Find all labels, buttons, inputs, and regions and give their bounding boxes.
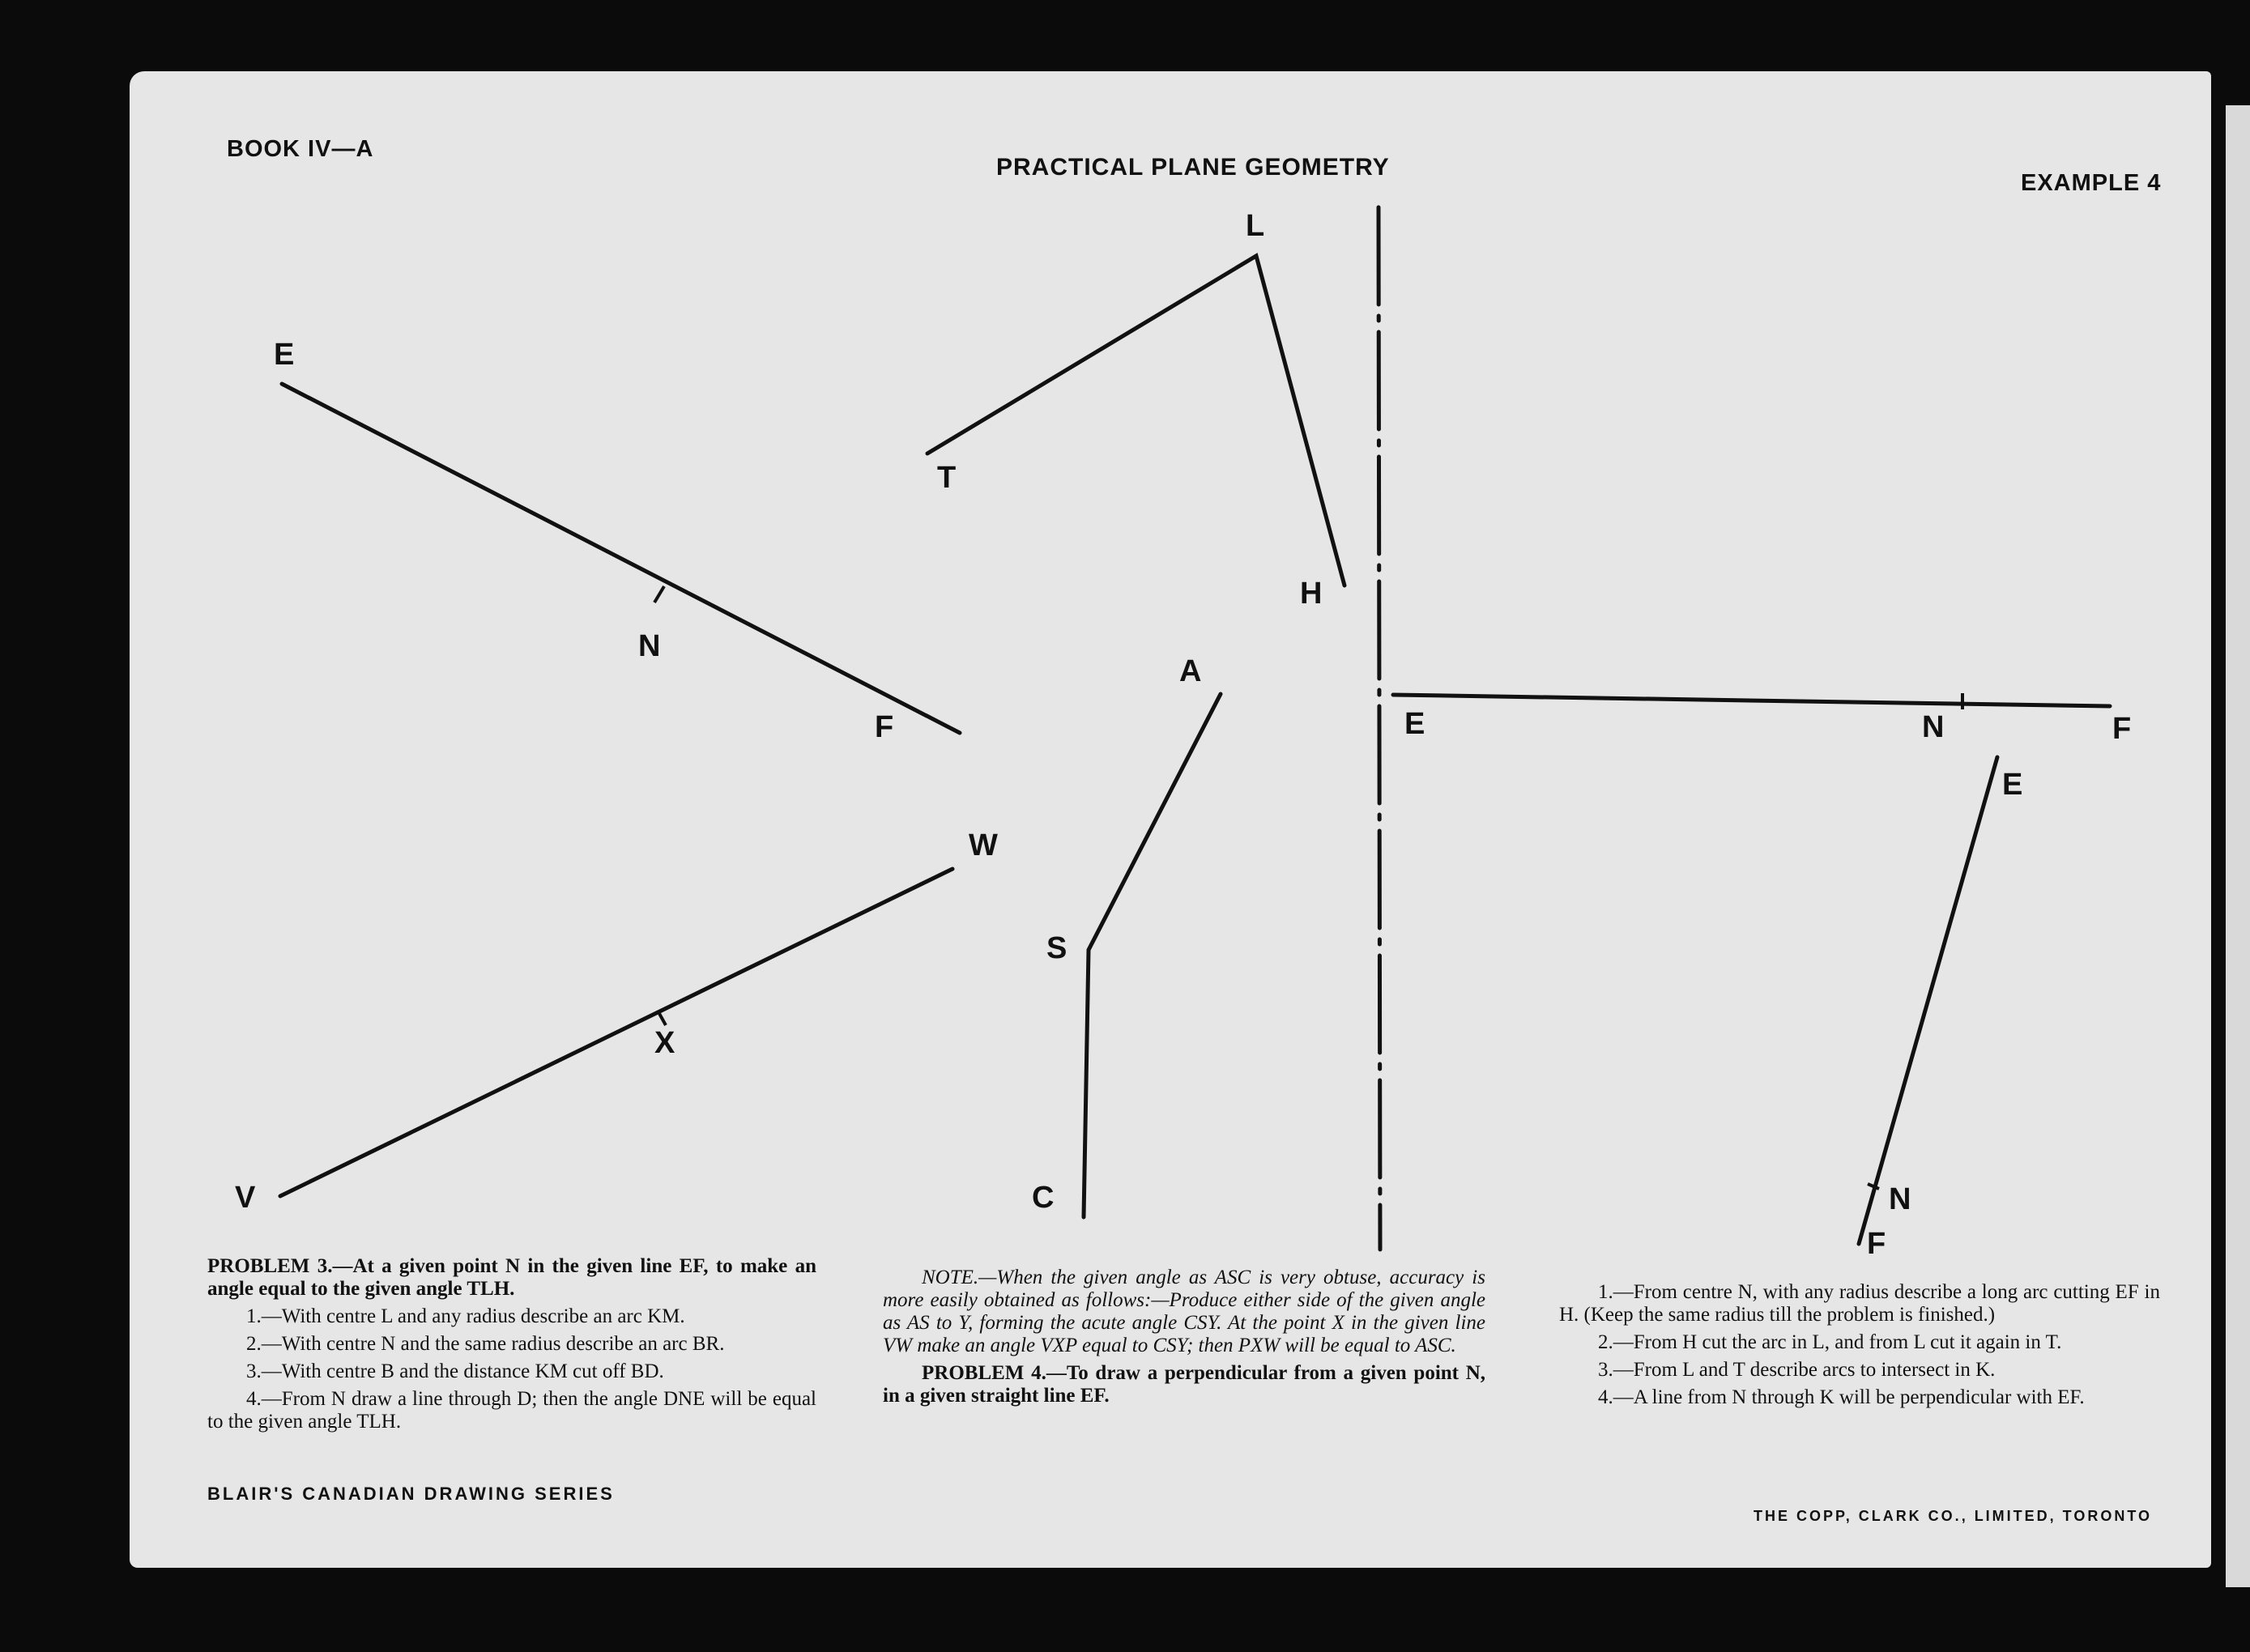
problem-4-step-3: 3.—From L and T describe arcs to intersect in K. <box>1598 1359 1996 1381</box>
problem-3-step-1: 1.—With centre L and any radius describe an arc KM. <box>246 1305 685 1327</box>
line-ef-2 <box>1393 695 2110 706</box>
point-x-tick <box>658 1011 666 1025</box>
label-n-3: N <box>1889 1182 1911 1216</box>
label-f-1: F <box>875 710 894 744</box>
point-n-1-tick <box>654 586 664 602</box>
publisher-footer: THE COPP, CLARK CO., LIMITED, TORONTO <box>1754 1508 2153 1524</box>
problem-4-step-4: 4.—A line from N through K will be perpendicular with EF. <box>1598 1386 2085 1408</box>
label-e-2: E <box>1404 707 1425 741</box>
label-s: S <box>1046 931 1067 965</box>
problem-3-step-2: 2.—With centre N and the same radius describe an arc BR. <box>246 1333 725 1355</box>
problem-4-step-2: 2.—From H cut the arc in L, and from L cut it again in T. <box>1598 1331 2062 1353</box>
adjacent-page-edge <box>2226 105 2250 1587</box>
problem-3-step-3: 3.—With centre B and the distance KM cut off BD. <box>246 1360 664 1382</box>
note-text: NOTE.—When the given angle as ASC is very obtuse, accuracy is more easily obtained as follows:—Produce either side of the given angle as AS to Y, forming the acute angle CSY. At the point X in the given line VW make an angle VXP equal to CSY; then PXW will be equal to ASC. <box>883 1267 1485 1356</box>
angle-asc <box>1084 694 1221 1217</box>
problem-3-step-4: 4.—From N draw a line through D; then the angle DNE will be equal to the given angle TLH. <box>207 1388 816 1433</box>
label-n-1: N <box>638 629 661 663</box>
label-f-3: F <box>1867 1227 1886 1261</box>
angle-tlh <box>927 256 1344 585</box>
line-vw <box>280 869 952 1196</box>
note-and-problem-4 <box>883 1267 1485 1412</box>
line-ef-3 <box>1859 757 1997 1244</box>
example-label: EXAMPLE 4 <box>2021 170 2162 196</box>
label-n-2: N <box>1922 710 1945 744</box>
problem-4-step-1: 1.—From centre N, with any radius describe a long arc cutting EF in H. (Keep the same radius till the problem is finished.) <box>1559 1281 2160 1326</box>
problem-4-steps <box>1559 1281 2160 1414</box>
label-w: W <box>969 828 998 862</box>
problem-3-text <box>207 1255 816 1438</box>
page-title: PRACTICAL PLANE GEOMETRY <box>996 154 1390 181</box>
problem-3-title: PROBLEM 3.—At a given point N in the given line EF, to make an angle equal to the given angle TLH. <box>207 1255 816 1300</box>
label-x: X <box>654 1026 675 1060</box>
label-e-1: E <box>274 338 295 372</box>
worksheet-page <box>130 71 2211 1568</box>
label-e-3: E <box>2002 768 2023 802</box>
section-divider <box>1379 207 1380 1250</box>
label-t: T <box>937 461 957 495</box>
label-l: L <box>1246 209 1265 243</box>
problem-4-title: PROBLEM 4.—To draw a perpendicular from a given point N, in a given straight line EF. <box>883 1362 1485 1407</box>
label-c: C <box>1032 1181 1055 1215</box>
label-f-2: F <box>2112 712 2132 746</box>
label-a: A <box>1179 654 1202 688</box>
label-h: H <box>1300 577 1323 611</box>
book-label: BOOK IV—A <box>227 136 374 162</box>
label-v: V <box>235 1181 256 1215</box>
series-footer: BLAIR'S CANADIAN DRAWING SERIES <box>207 1484 615 1504</box>
line-ef-1 <box>282 384 960 733</box>
